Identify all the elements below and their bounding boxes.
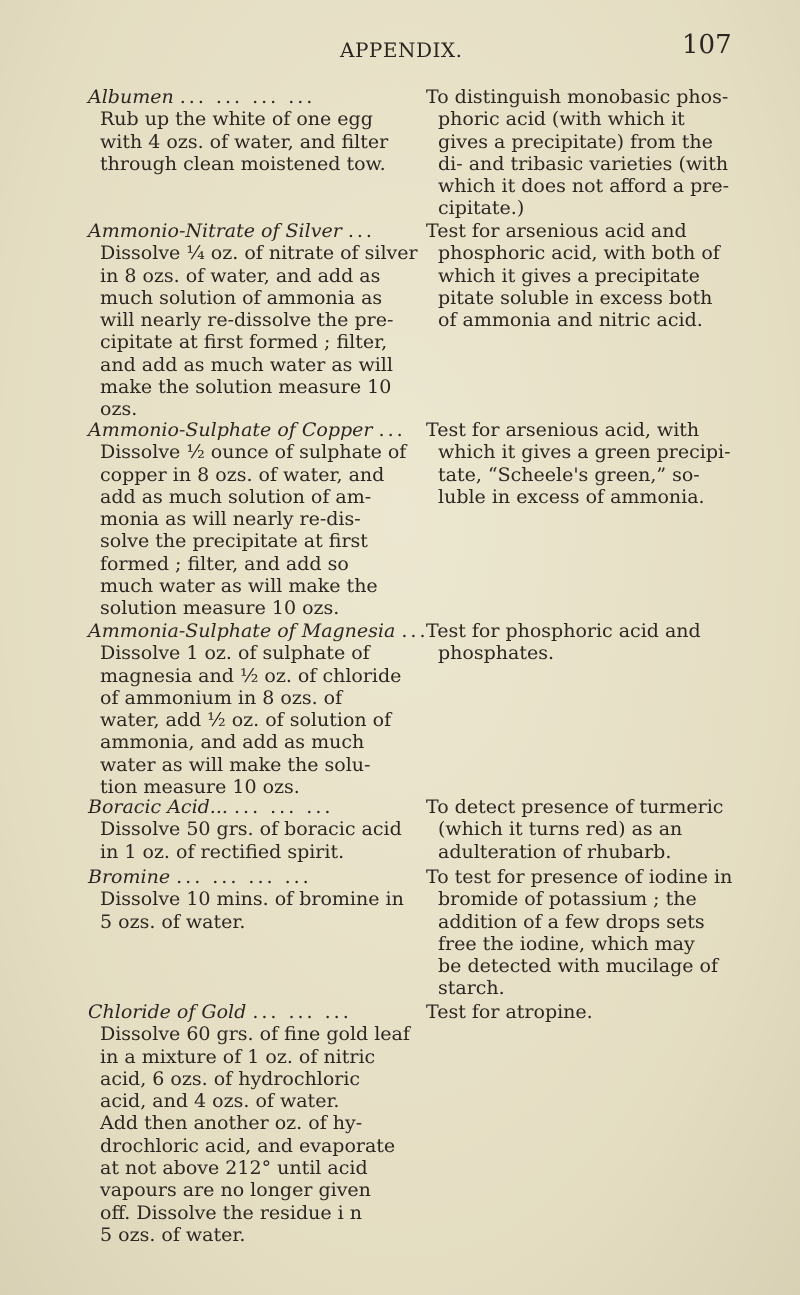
entry-heading: Ammonio-Sulphate of Copper ...	[88, 419, 406, 441]
entry-use-line: bromide of potassium ; the	[438, 888, 697, 911]
entry-body-line: acid, and 4 ozs. of water.	[100, 1090, 340, 1113]
entry-heading: Ammonio-Nitrate of Silver ...	[88, 220, 375, 242]
entry-use-line: which it gives a green precipi-	[438, 441, 731, 464]
entry-body-line: Add then another oz. of hy-	[100, 1112, 363, 1135]
entry-body-line: much solution of ammonia as	[100, 286, 383, 309]
entry-use-line: phoric acid (with which it	[438, 108, 685, 131]
entry-use-line: di- and tribasic varieties (with	[438, 152, 729, 175]
entry-use-line: phosphates.	[438, 642, 554, 665]
entry-use-line: Test for atropine.	[426, 1001, 593, 1023]
entry-body-line: with 4 ozs. of water, and filter	[100, 130, 389, 153]
entry-body-line: Dissolve 60 grs. of fine gold leaf	[100, 1023, 410, 1046]
entry-body-line: in 1 oz. of rectified spirit.	[100, 840, 345, 863]
entry-body-line: 5 ozs. of water.	[100, 1223, 246, 1246]
entry-body-line: acid, 6 ozs. of hydrochloric	[100, 1067, 361, 1090]
entry-body-line: in a mixture of 1 oz. of nitric	[100, 1045, 376, 1068]
entry-body-line: Dissolve 10 mins. of bromine in	[100, 888, 404, 911]
entry-use-line: (which it turns red) as an	[438, 818, 683, 841]
entry-body-line: through clean moistened tow.	[100, 152, 386, 175]
entry-use-line: gives a precipitate) from the	[438, 130, 713, 153]
entry-body-line: Dissolve 1 oz. of sulphate of	[100, 642, 370, 665]
entry-body-line: and add as much water as will	[100, 353, 393, 376]
entry-body-line: of ammonium in 8 ozs. of	[100, 686, 343, 709]
entry-heading: Chloride of Gold ... ... ...	[88, 1001, 352, 1023]
entry-body-line: solve the precipitate at first	[100, 530, 368, 553]
entry-body-line: in 8 ozs. of water, and add as	[100, 264, 381, 287]
entry-use-line: of ammonia and nitric acid.	[438, 309, 703, 332]
entry-use-line: pitate soluble in excess both	[438, 286, 713, 309]
entry-use-line: starch.	[438, 977, 505, 1000]
entry-use-line: adulteration of rhubarb.	[438, 840, 672, 863]
entry-use-line: Test for arsenious acid, with	[426, 419, 700, 441]
entry-body-line: cipitate at first formed ; filter,	[100, 331, 388, 354]
entry-body-line: make the solution measure 10	[100, 376, 392, 399]
entry-body-line: solution measure 10 ozs.	[100, 597, 340, 620]
entry-use-line: which it gives a precipitate	[438, 264, 700, 287]
entry-body-line: water as will make the solu-	[100, 753, 371, 776]
entry-use-line: To detect presence of turmeric	[426, 796, 724, 818]
page-number: 107	[682, 30, 732, 60]
entry-heading: Ammonia-Sulphate of Magnesia ...	[88, 620, 429, 642]
running-title: APPENDIX.	[340, 38, 463, 62]
entry-body-line: Dissolve ½ ounce of sulphate of	[100, 441, 407, 464]
entry-use-line: Test for arsenious acid and	[426, 220, 687, 242]
entry-body-line: ammonia, and add as much	[100, 731, 365, 754]
entry-use-line: free the iodine, which may	[438, 932, 695, 955]
entry-body-line: copper in 8 ozs. of water, and	[100, 463, 385, 486]
entry-body-line: water, add ½ oz. of solution of	[100, 709, 392, 732]
entry-use-line: tate, “Scheele's green,” so-	[438, 463, 700, 486]
entry-use-line: which it does not afford a pre-	[438, 175, 730, 198]
entry-use-line: addition of a few drops sets	[438, 910, 705, 933]
entry-body-line: vapours are no longer given	[100, 1179, 371, 1202]
entry-use-line: Test for phosphoric acid and	[426, 620, 701, 642]
entry-use-line: luble in excess of ammonia.	[438, 485, 705, 508]
entry-body-line: drochloric acid, and evaporate	[100, 1134, 396, 1157]
entry-body-line: tion measure 10 ozs.	[100, 776, 300, 799]
entry-body-line: will nearly re-dissolve the pre-	[100, 309, 394, 332]
entry-heading: Bromine ... ... ... ...	[88, 866, 312, 888]
entry-heading: Boracic Acid... ... ... ...	[88, 796, 334, 818]
entry-body-line: Dissolve 50 grs. of boracic acid	[100, 818, 402, 841]
entry-use-line: be detected with mucilage of	[438, 955, 718, 978]
entry-use-line: To test for presence of iodine in	[426, 866, 733, 888]
entry-body-line: add as much solution of am-	[100, 485, 372, 508]
entry-body-line: monia as will nearly re-dis-	[100, 508, 361, 531]
entry-body-line: formed ; filter, and add so	[100, 552, 349, 575]
entry-body-line: much water as will make the	[100, 575, 378, 598]
entry-body-line: at not above 212° until acid	[100, 1157, 368, 1180]
entry-body-line: Dissolve ¼ oz. of nitrate of silver	[100, 242, 418, 265]
entry-body-line: magnesia and ½ oz. of chloride	[100, 664, 402, 687]
entry-body-line: Rub up the white of one egg	[100, 108, 373, 131]
entry-heading: Albumen ... ... ... ...	[88, 86, 316, 108]
entry-use-line: phosphoric acid, with both of	[438, 242, 720, 265]
entry-use-line: To distinguish monobasic phos-	[426, 86, 729, 108]
entry-body-line: ozs.	[100, 398, 138, 421]
entry-use-line: cipitate.)	[438, 197, 525, 220]
entry-body-line: 5 ozs. of water.	[100, 910, 246, 933]
entry-body-line: off. Dissolve the residue i n	[100, 1201, 363, 1224]
